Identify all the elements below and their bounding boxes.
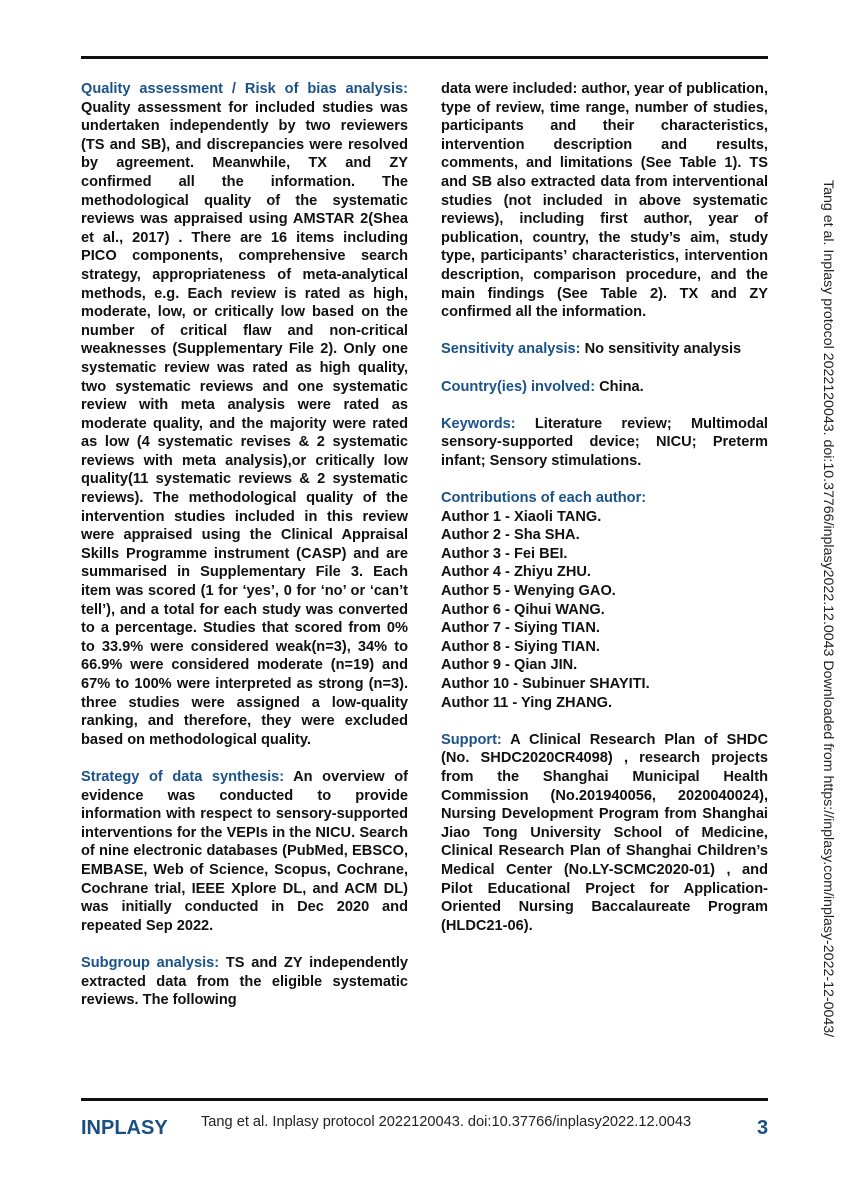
download-watermark: Tang et al. Inplasy protocol 2022120043. doi:10.37766/inplasy2022.12.0043 Downloaded from https://inplasy.com/inplasy-2022-12-0043/ [820, 180, 836, 1038]
support-body: A Clinical Research Plan of SHDC (No. SHDC2020CR4098) , research projects from the Shanghai Municipal Health Commission (No.201940056, 2020040024), Nursing Development Program from Shanghai Jiao Tong University School of Medicine, Clinical Research Plan of Shanghai Children’s Medical Center (No.LY-SCMC2020-01) , and Pilot Educational Project for Application-Oriented Nursing Baccalaureate Program (HLDC21-06). [441, 731, 768, 934]
subgroup-continued-text: data were included: author, year of publication, type of review, time range, number of studies, participants and their characteristics, intervention description and results, comments, and limitations (See Table 1). TS and SB also extracted data from interventional studies (not included in above systematic reviews), including first author, year of publication, country, the study’s aim, study type, participants’ characteristics, intervention description, comparison procedure, and the main findings (See Table 2). TX and ZY confirmed all the information. [441, 81, 768, 321]
sensitivity-analysis-section [441, 340, 768, 359]
country-heading: Country(ies) involved: [441, 378, 596, 395]
keywords-body: Literature review; Multimodal sensory-supported device; NICU; Preterm infant; Sensory stimulations. [441, 415, 768, 469]
country-section [441, 378, 768, 397]
support-section [441, 731, 768, 936]
quality-assessment-heading: Quality assessment / Risk of bias analysis: [81, 81, 408, 97]
author-item: Author 1 - Xiaoli TANG. [441, 508, 602, 525]
author-item: Author 2 - Sha SHA. [441, 527, 580, 544]
contributions-heading: Contributions of each author: [441, 490, 647, 507]
country-body: China. [595, 378, 644, 395]
subgroup-analysis-body: TS and ZY independently extracted data from the eligible systematic reviews. The following [81, 954, 409, 1009]
author-item: Author 8 - Siying TIAN. [441, 638, 600, 655]
author-item: Author 7 - Siying TIAN. [441, 620, 600, 637]
data-synthesis-section [81, 768, 408, 935]
footer-rule [81, 1098, 768, 1101]
inplasy-logo: INPLASY [81, 1117, 168, 1139]
right-column [441, 80, 768, 954]
header-rule [81, 56, 768, 59]
sensitivity-analysis-body: No sensitivity analysis [580, 341, 742, 358]
author-item: Author 9 - Qian JIN. [441, 657, 578, 674]
author-item: Author 10 - Subinuer SHAYITI. [441, 676, 650, 692]
quality-assessment-section [81, 80, 408, 749]
subgroup-analysis-section [81, 954, 408, 1010]
contributions-section [441, 489, 768, 712]
quality-assessment-body: Quality assessment for included studies was undertaken independently by two reviewers (TS and SB), and discrepancies were resolved by agreement. Meanwhile, TX and ZY confirmed all the information. The methodological quality of the systematic reviews was appraised using AMSTAR 2(Shea et al., 2017) . There are 16 items including PICO components, comprehensive search strategy, appropriateness of meta-analytical methods, e.g. Each review is rated as high, moderate, low, or critically low based on the number of critical flaw and non-critical weaknesses (Supplementary File 2). Only one systematic review was rated as high quality, two systematic reviews and one systematic review with meta analysis were rated as moderate quality, and the majority were rated as low (4 systematic revises & 2 systematic reviews with meta analysis),or critically low quality(11 systematic reviews & 2 systematic reviews). The methodological quality of the intervention studies included in this review were appraised using the Clinical Appraisal Skills Programme instrument (CASP) and are summarised in Supplementary File 3. Each item was scored (1 for ‘yes’, 0 for ‘no’ or ‘can’t tell’), and a total for each study was converted to a percentage. Studies that scored from 0% to 33.9% were considered weak(n=3), 34% to 66.9% were considered moderate (n=19) and 67% to 100% were interpreted as strong (n=3). three studies were assigned a low-quality ranking, and therefore, they were excluded based on methodological quality. [81, 99, 408, 748]
author-item: Author 3 - Fei BEI. [441, 545, 568, 562]
sensitivity-analysis-heading: Sensitivity analysis: [441, 341, 581, 358]
left-column [81, 80, 408, 1028]
data-synthesis-body: An overview of evidence was conducted to provide information with respect to sensory-supported interventions for the VEPIs in the NICU. Search of nine electronic databases (PubMed, EBSCO, EMBASE, Web of Science, Scopus, Cochrane, Cochrane trial, IEEE Xplore DL, and ACM DL) was initially conducted in Dec 2020 and repeated Sep 2022. [81, 768, 408, 934]
support-heading: Support: [441, 731, 502, 748]
author-item: Author 4 - Zhiyu ZHU. [441, 564, 591, 581]
subgroup-analysis-heading: Subgroup analysis: [81, 954, 220, 971]
author-item: Author 5 - Wenying GAO. [441, 583, 616, 600]
footer-citation: Tang et al. Inplasy protocol 2022120043. doi:10.37766/inplasy2022.12.0043 [201, 1114, 692, 1130]
page-number: 3 [757, 1117, 769, 1139]
author-item: Author 6 - Qihui WANG. [441, 601, 605, 618]
author-item: Author 11 - Ying ZHANG. [441, 694, 613, 711]
data-synthesis-heading: Strategy of data synthesis: [81, 768, 285, 785]
keywords-heading: Keywords: [441, 415, 516, 432]
keywords-section [441, 415, 768, 471]
